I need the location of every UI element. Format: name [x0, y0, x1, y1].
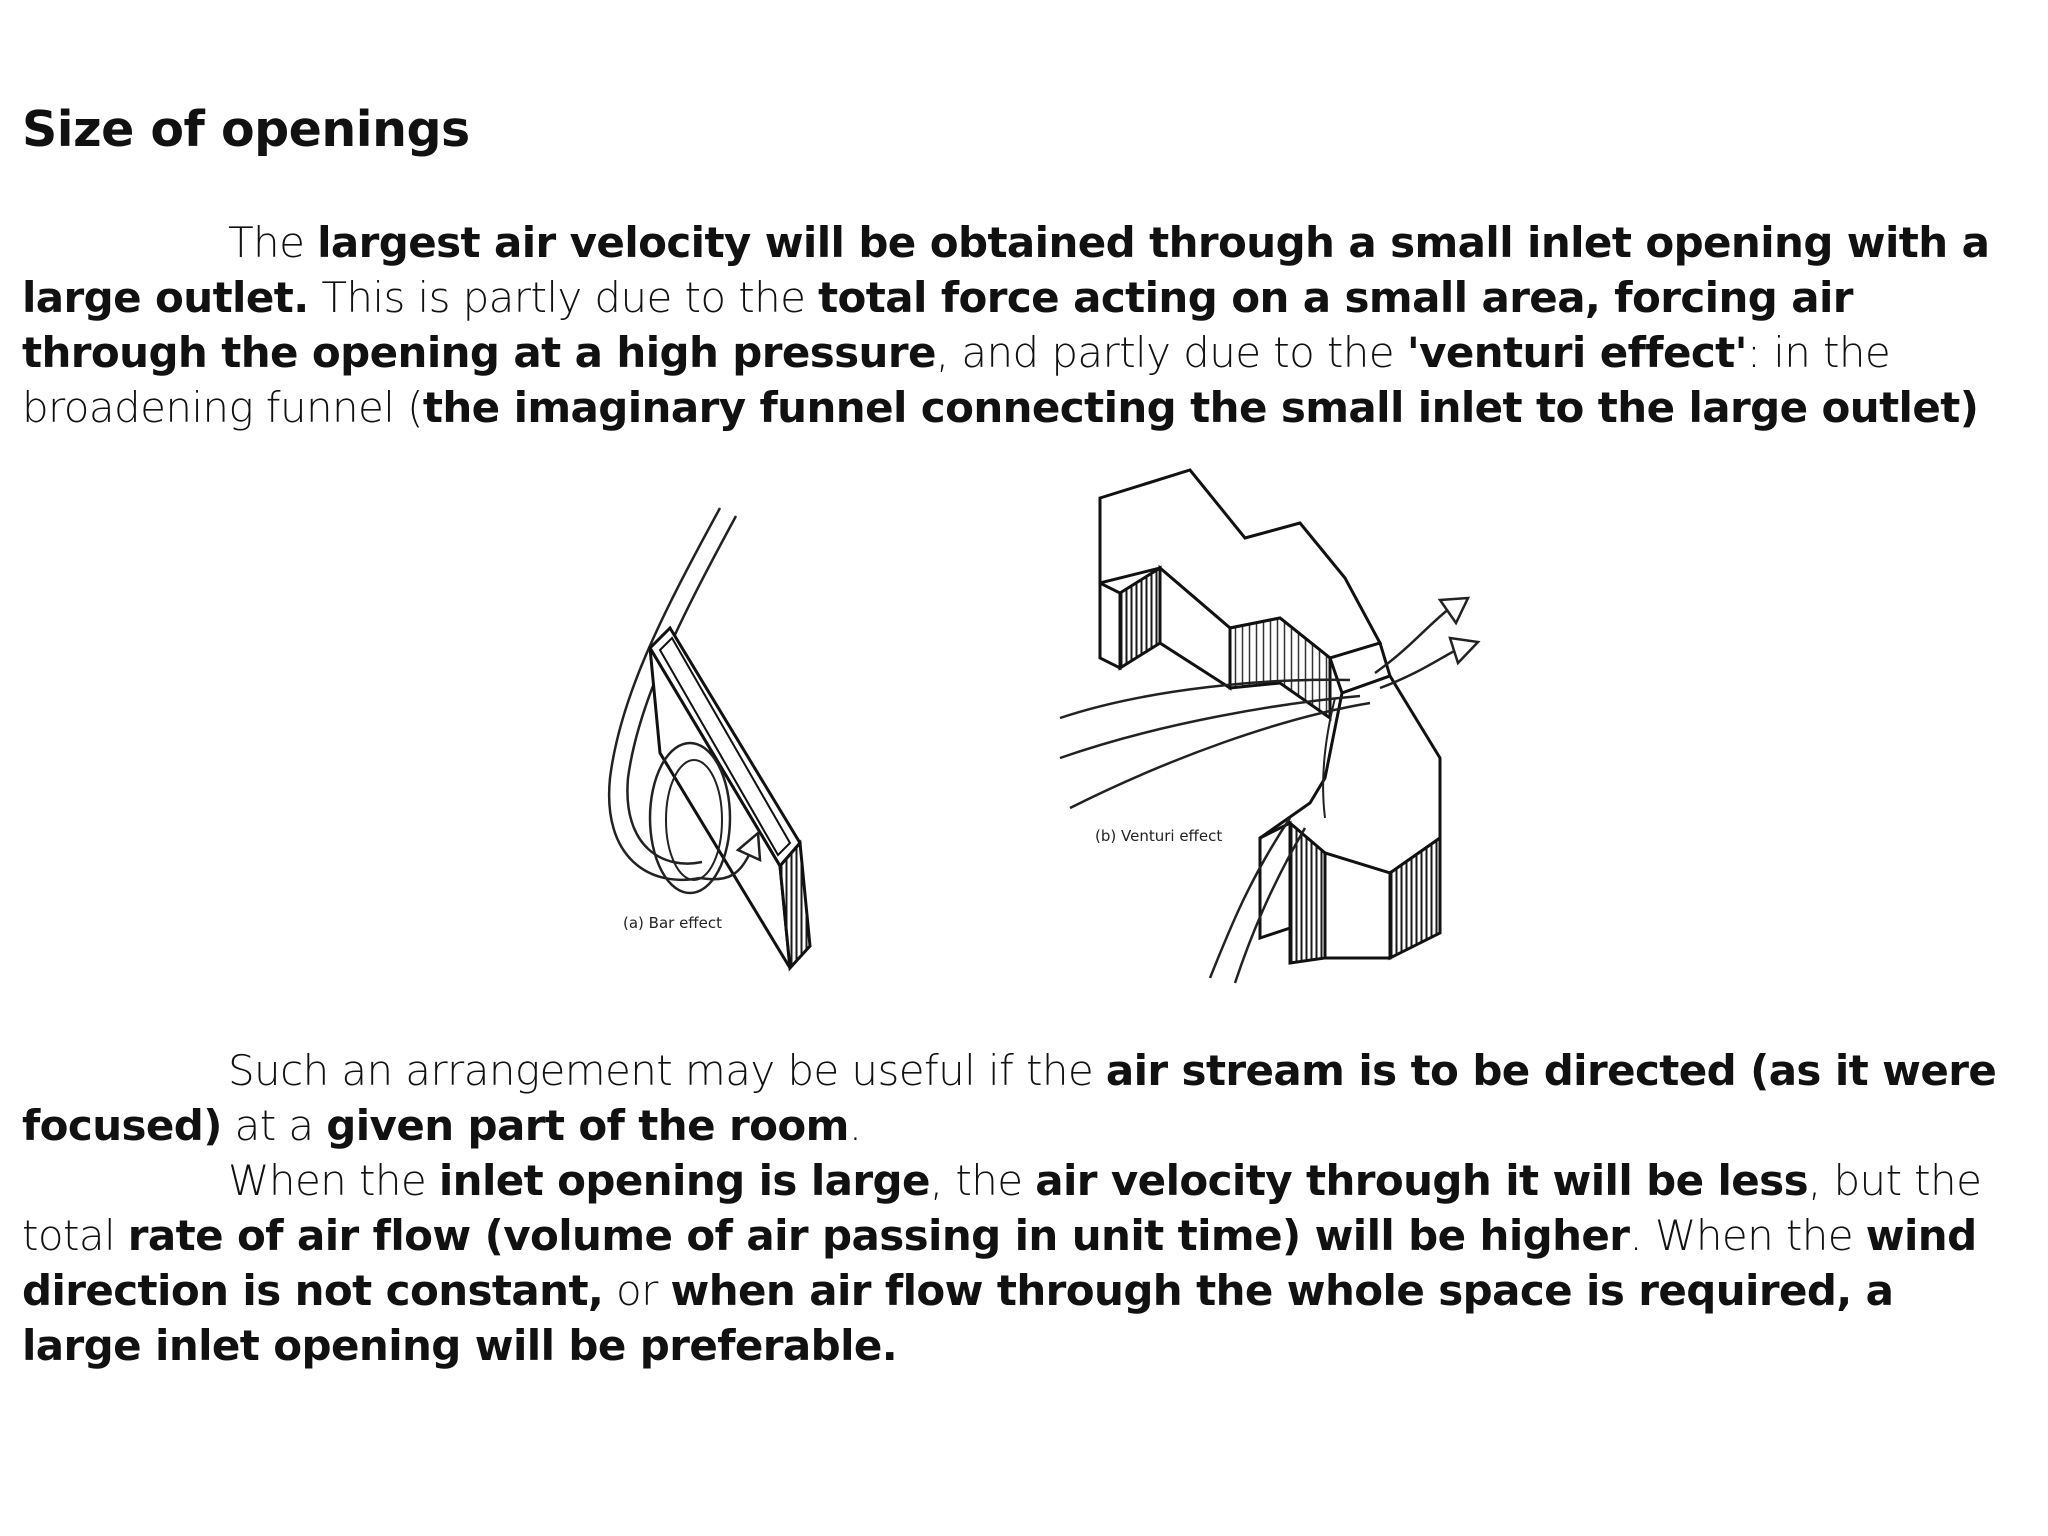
text-run: When the	[228, 1156, 439, 1205]
text-run: This is partly due to the	[308, 273, 819, 322]
bold-run: wind direction is not constant,	[22, 1211, 1977, 1315]
airflow-illustration-svg	[590, 458, 1490, 988]
bold-run: when air flow through the whole space is required, a large inlet opening will be preferable.	[22, 1266, 1894, 1370]
bold-run: air stream is to be directed (as it were focused)	[22, 1046, 1997, 1150]
text-run: The	[228, 218, 318, 267]
text-run: . When the	[1629, 1211, 1866, 1260]
text-run: : in the broadening funnel (	[22, 328, 1891, 432]
bold-run: 'venturi effect'	[1406, 328, 1747, 377]
text-run: , and partly due to the	[935, 328, 1407, 377]
airflow-illustration	[590, 458, 1490, 988]
paragraph-large-inlet	[22, 1153, 2012, 1373]
bold-run: air velocity through it will be less	[1035, 1156, 1808, 1205]
caption-bar-effect: (a) Bar effect	[623, 914, 723, 932]
bold-run: rate of air flow (volume of air passing in unit time) will be higher	[127, 1211, 1630, 1260]
bold-run: largest air velocity will be obtained through a small inlet opening with a large outlet.	[22, 218, 1990, 322]
paragraph-velocity	[22, 215, 2012, 435]
caption-venturi-effect: (b) Venturi effect	[1095, 827, 1223, 845]
paragraph-arrangement	[22, 1043, 2012, 1153]
bold-run: the imaginary funnel connecting the small inlet to the large outlet)	[422, 383, 1979, 432]
text-run: , the	[929, 1156, 1036, 1205]
bold-run: total force acting on a small area, forcing air through the opening at a high pressure	[22, 273, 1853, 377]
text-run: at a	[221, 1101, 327, 1150]
page-title: Size of openings	[22, 101, 470, 158]
bold-run: given part of the room	[326, 1101, 849, 1150]
text-run: Such an arrangement may be useful if the	[228, 1046, 1106, 1095]
bar-effect-drawing	[609, 508, 810, 968]
text-run: , but the total	[22, 1156, 1982, 1260]
text-run: or	[603, 1266, 671, 1315]
bold-run: inlet opening is large	[438, 1156, 930, 1205]
venturi-effect-drawing	[1060, 470, 1478, 983]
text-run: .	[848, 1101, 862, 1150]
